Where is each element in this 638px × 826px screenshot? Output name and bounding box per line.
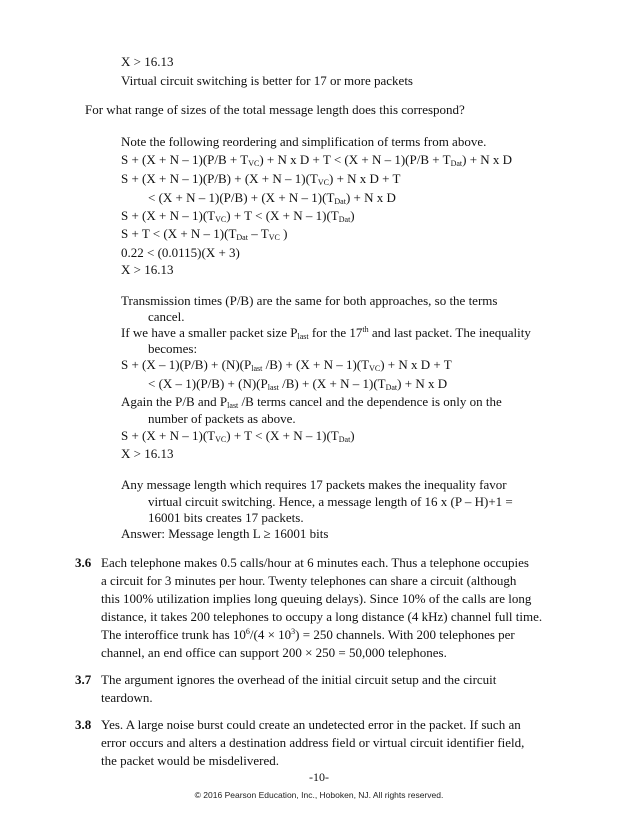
problem-text-line: Each telephone makes 0.5 calls/hour at 6 minutes each. Thus a telephone occupies [101, 555, 529, 570]
equation-line: X > 16.13 [121, 262, 174, 277]
question-line: For what range of sizes of the total message length does this correspond? [85, 102, 465, 117]
answer-line: Answer: Message length L ≥ 16001 bits [121, 526, 329, 541]
equation-line: X > 16.13 [121, 446, 174, 461]
text-line: virtual circuit switching. Hence, a message length of 16 x (P – H)+1 = [148, 494, 513, 509]
equation-line: $S + (X + N - 1)(T_{VC}) + T < (X + N - 1)(T_{Dat})$ [121, 428, 355, 444]
text-line: 16001 bits creates 17 packets. [148, 510, 304, 525]
text-line: Again the P/B and $P_{last}$ /B terms cancel and the dependence is only on the [121, 394, 502, 410]
equation-line: $S + (X + N - 1)(T_{VC}) + T < (X + N - 1)(T_{Dat})$ [121, 208, 355, 224]
problem-text-line: this 100% utilization implies long queuing delays). Since 10% of the calls are long [101, 591, 532, 606]
problem-text-line: The interoffice trunk has $10^6/(4 \times 10^3) = 250$ channels. With 200 telephones per [101, 627, 515, 642]
text-line: Note the following reordering and simplification of terms from above. [121, 134, 487, 149]
problem-number: 3.8 [75, 717, 92, 732]
problem-text-line: The argument ignores the overhead of the initial circuit setup and the circuit [101, 672, 497, 687]
problem-text-line: a circuit for 3 minutes per hour. Twenty telephones can share a circuit (although [101, 573, 517, 588]
text-line: X > 16.13 [121, 54, 174, 69]
problem-text-line: Yes. A large noise burst could create an undetected error in the packet. If such an [101, 717, 521, 732]
problem-text-line: teardown. [101, 690, 153, 705]
equation-line: $S + (X + N - 1)(P/B) + (X + N - 1)(T_{VC}) + N$ x D + T [121, 171, 401, 187]
equation-line: 0.22 < (0.0115)(X + 3) [121, 245, 240, 260]
text-line: cancel. [148, 309, 185, 324]
equation-line: $S + (X - 1)(P/B) + (N)(P_{last}$ $/B) + (X + N - 1)(T_{VC}) + N$ x D + T [121, 357, 452, 373]
equation-line: < $(X - 1)(P/B) + (N)(P_{last}$ $/B) + (X + N - 1)(T_{Dat}) + N$ x D [148, 376, 448, 392]
text-line: Virtual circuit switching is better for 17 or more packets [121, 73, 413, 88]
text-line: Any message length which requires 17 packets makes the inequality favor [121, 477, 507, 492]
equation-line: < $(X + N - 1)(P/B) + (X + N - 1)(T_{Dat}) + N$ x D [148, 190, 396, 206]
text-line: If we have a smaller packet size $P_{last}$ for the 17th and last packet. The inequality [121, 325, 531, 341]
problem-text-line: the packet would be misdelivered. [101, 753, 279, 768]
problem-number: 3.6 [75, 555, 92, 570]
problem-text-line: channel, an end office can support 200 × 250 = 50,000 telephones. [101, 645, 447, 660]
text-line: Transmission times (P/B) are the same for both approaches, so the terms [121, 293, 498, 308]
copyright-footer: © 2016 Pearson Education, Inc., Hoboken, NJ. All rights reserved. [194, 790, 444, 800]
equation-line: $S + (X + N - 1)(P/B + T_{VC}) + N$ x $D + T < (X + N - 1)(P/B + T_{Dat}) + N$ x D [121, 152, 513, 168]
equation-line: $S + T < (X + N - 1)(T_{Dat} - T_{VC}$ ) [121, 226, 288, 242]
problem-number: 3.7 [75, 672, 92, 687]
text-line: becomes: [148, 341, 198, 356]
problem-text-line: error occurs and alters a destination address field or virtual circuit identifier field, [101, 735, 525, 750]
page-number: -10- [309, 770, 329, 784]
problem-text-line: distance, it takes 200 telephones to occupy a long distance (4 kHz) channel full time. [101, 609, 543, 624]
text-line: number of packets as above. [148, 411, 296, 426]
